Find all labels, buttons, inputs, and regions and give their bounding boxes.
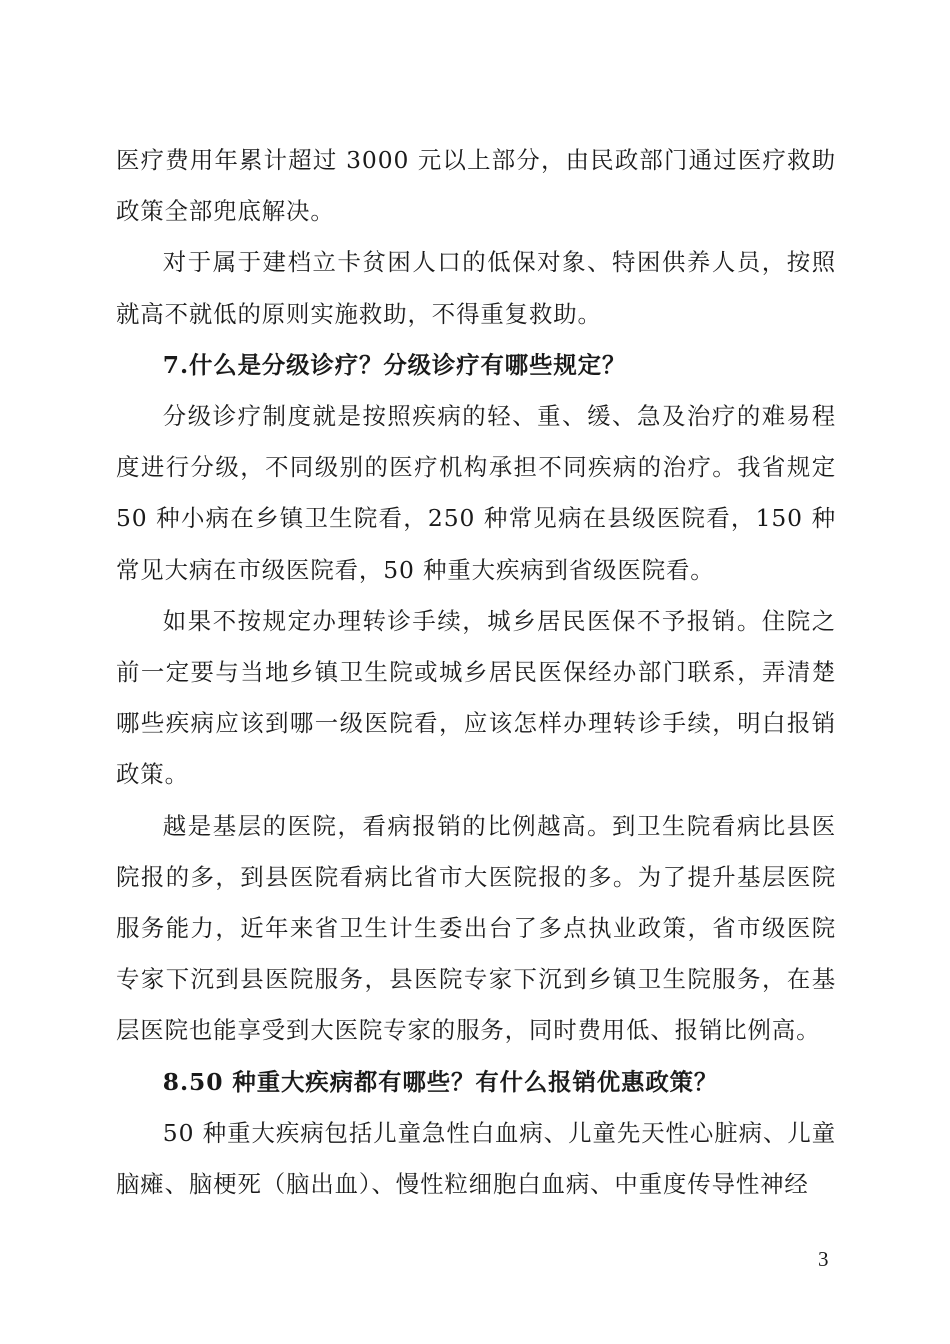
paragraph-tiered-care-definition: 分级诊疗制度就是按照疾病的轻、重、缓、急及治疗的难易程度进行分级，不同级别的医疗机构承担不同疾病的治疗。我省规定 50 种小病在乡镇卫生院看，250 种常见病在县级医院看，150 种常见大病在市级医院看，50 种重大疾病到省级医院看。 <box>116 402 836 584</box>
paragraph-continuation: 医疗费用年累计超过 3000 元以上部分，由民政部门通过医疗救助政策全部兜底解决。 <box>116 146 836 226</box>
section-heading-8: 8.50 种重大疾病都有哪些？有什么报销优惠政策？ <box>162 1067 719 1096</box>
paragraph-primary-care-benefit: 越是基层的医院，看病报销的比例越高。到卫生院看病比县医院报的多，到县医院看病比省市大医院报的多。为了提升基层医院服务能力，近年来省卫生计生委出台了多点执业政策，省市级医院专家下沉到县医院服务，县医院专家下沉到乡镇卫生院服务，在基层医院也能享受到大医院专家的服务，同时费用低、报销比例高。 <box>116 811 836 1045</box>
section-heading-7: 7.什么是分级诊疗？分级诊疗有哪些规定？ <box>162 350 627 379</box>
document-body <box>116 135 836 1210</box>
paragraph-subsidy-rule: 对于属于建档立卡贫困人口的低保对象、特困供养人员，按照就高不就低的原则实施救助，不得重复救助。 <box>116 248 836 328</box>
page-number: 3 <box>818 1247 829 1271</box>
paragraph-major-diseases-list: 50 种重大疾病包括儿童急性白血病、儿童先天性心脏病、儿童脑瘫、脑梗死（脑出血）、慢性粒细胞白血病、中重度传导性神经 <box>116 1118 836 1199</box>
paragraph-referral-procedure: 如果不按规定办理转诊手续，城乡居民医保不予报销。住院之前一定要与当地乡镇卫生院或城乡居民医保经办部门联系，弄清楚哪些疾病应该到哪一级医院看，应该怎样办理转诊手续，明白报销政策。 <box>116 606 836 789</box>
